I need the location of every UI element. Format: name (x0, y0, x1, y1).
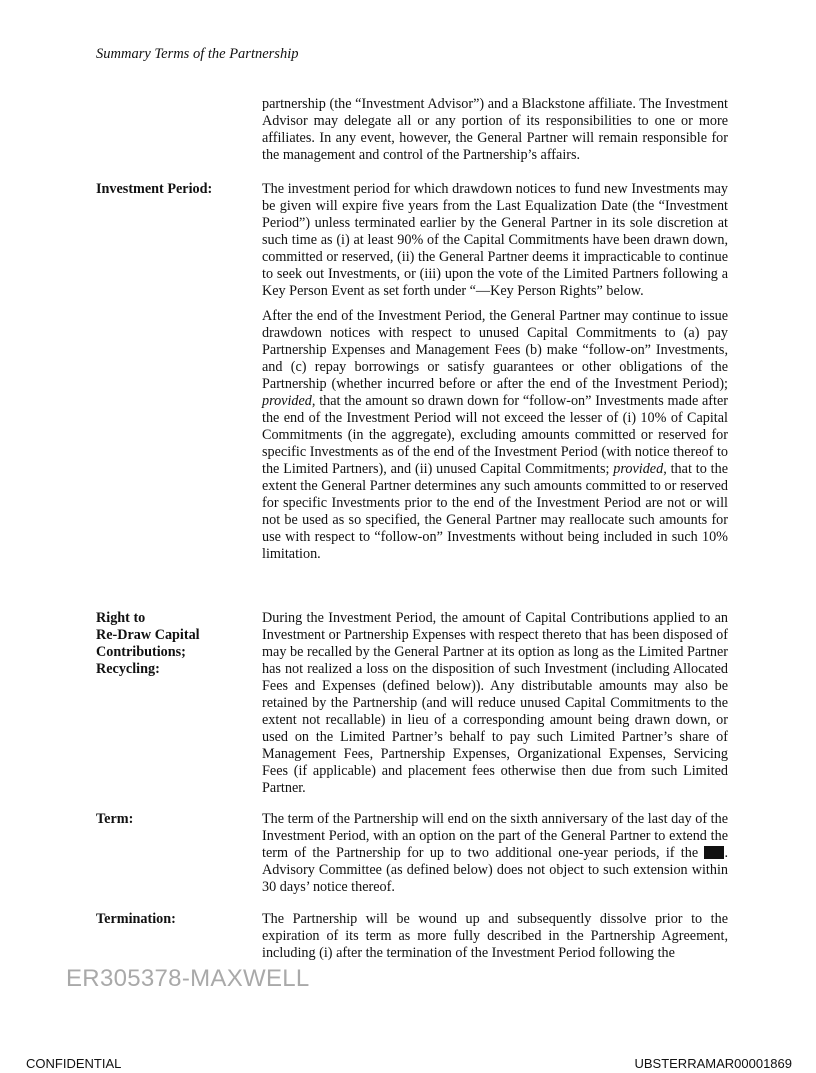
investment-period-term: Investment Period: (96, 181, 213, 197)
redraw-term-line-3: Contributions; (96, 644, 186, 660)
termination-text: The Partnership will be wound up and subsequently dissolve prior to the expiration of its term as more fully described in the Partnership Agreement, including (i) after the termination of the Investment Period following the (262, 911, 728, 961)
continuation-text: partnership (the “Investment Advisor”) and a Blackstone affiliate. The Investment Advisor may delegate all or any portion of its responsibilities to one or more affiliates. In any event, however, the General Partner will remain responsible for the management and control of the Partnership’s affairs. (262, 96, 728, 163)
p2-part-b: , that the amount so drawn down for “follow-on” Investments made after the end of the Investment Period will not exceed the lesser of (i) 10% of Capital Commitments (in the aggregate), excluding amounts committed or reserved for specific Investments as of the end of the Investment Period (with notice thereof to the Limited Partners), and (ii) unused Capital Commitments; (262, 393, 728, 477)
term-term: Term: (96, 811, 134, 827)
bates-stamp: ER305378-MAXWELL (66, 965, 310, 992)
redraw-text: During the Investment Period, the amount of Capital Contributions applied to an Investment or Partnership Expenses with respect thereto that has been disposed of may be recalled by the General Partner at its option as long as the Limited Partner has not realized a loss on the disposition of such Investment (including Allocated Fees and Expenses (defined below)). Any distributable amounts may also be retained by the Partnership (and will reduce unused Capital Commitments to the extent not recallable) in lieu of a corresponding amount being drawn down, or used on the Limited Partner’s behalf to pay such Limited Partner’s share of Management Fees, Partnership Expenses, Organizational Expenses, Servicing Fees (if applicable) and placement fees otherwise then due from such Limited Partner. (262, 610, 728, 796)
p2-provided-1: provided (262, 393, 312, 409)
term-text-a: The term of the Partnership will end on the sixth anniversary of the last day of the Investment Period, with an option on the part of the General Partner to extend the term of the Partnership for up to two additional one-year periods, if the (262, 811, 728, 861)
page-header: Summary Terms of the Partnership (96, 46, 299, 62)
footer-confidential: CONFIDENTIAL (26, 1056, 122, 1071)
redraw-term-line-2: Re-Draw Capital (96, 627, 200, 643)
redraw-term-line-4: Recycling: (96, 661, 160, 677)
investment-period-paragraph-1: The investment period for which drawdown notices to fund new Investments may be given will expire five years from the Last Equalization Date (the “Investment Period”) unless terminated earlier by the General Partner in its sole discretion at such time as (i) at least 90% of the Capital Commitments have been drawn down, committed or reserved, (ii) the General Partner deems it impracticable to continue to seek out Investments, or (iii) upon the vote of the Limited Partners following a Key Person Event as set forth under “—Key Person Rights” below. (262, 181, 728, 299)
p2-provided-2: provided (613, 461, 664, 477)
redraw-term (96, 610, 246, 678)
redaction-box (704, 846, 724, 859)
investment-period-body (262, 181, 728, 571)
redraw-term-line-1: Right to (96, 610, 146, 626)
footer-bates-number: UBSTERRAMAR00001869 (634, 1056, 792, 1071)
term-text-b: . Advisory Committee (as defined below) does not object to such extension within 30 days’ notice thereof. (262, 845, 728, 895)
term-body (262, 811, 728, 896)
p2-part-a: After the end of the Investment Period, the General Partner may continue to issue drawdown notices with respect to unused Capital Commitments to (a) pay Partnership Expenses and Management Fees (b) make “follow-on” Investments, and (c) repay borrowings or satisfy guarantees or other obligations of the Partnership (whether incurred before or after the end of the Investment Period); (262, 308, 728, 392)
investment-period-paragraph-2 (262, 308, 728, 563)
p2-part-c: , that to the extent the General Partner determines any such amounts committed to or reserved for specific Investments prior to the end of the Investment Period are not or will not be used as so specified, the General Partner may reallocate such amounts for use with respect to “follow-on” Investments without being included in such 10% limitation. (262, 461, 728, 562)
termination-term: Termination: (96, 911, 176, 927)
